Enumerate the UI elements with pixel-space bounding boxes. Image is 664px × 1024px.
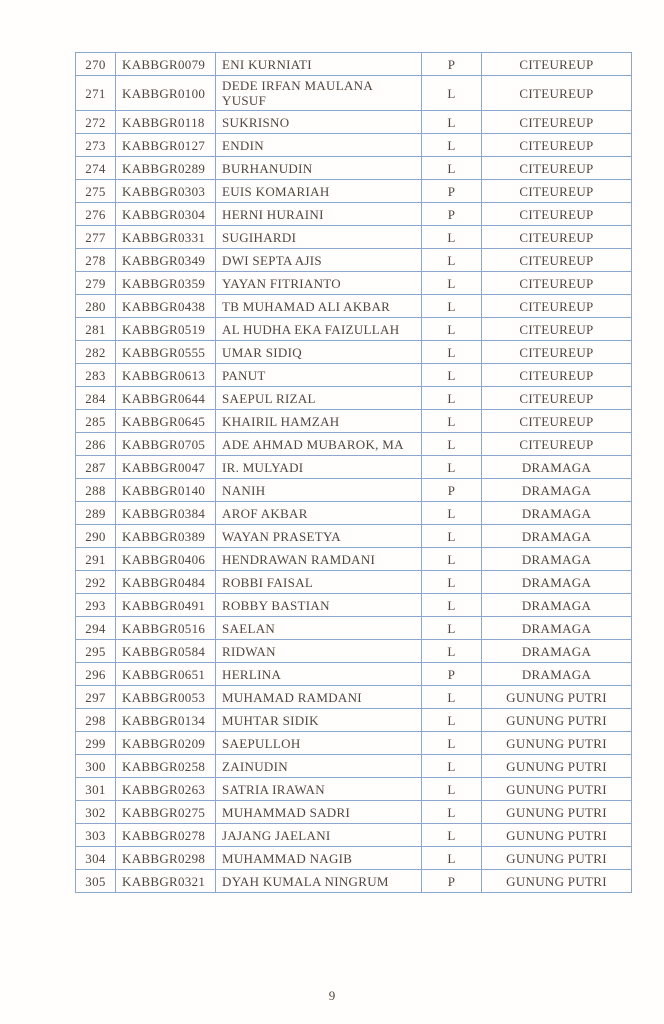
cell-code: KABBGR0438 (116, 295, 216, 318)
cell-no: 286 (76, 433, 116, 456)
cell-code: KABBGR0053 (116, 686, 216, 709)
cell-name: WAYAN PRASETYA (216, 525, 422, 548)
cell-code: KABBGR0406 (116, 548, 216, 571)
cell-location: DRAMAGA (482, 525, 632, 548)
cell-name: SAELAN (216, 617, 422, 640)
table-row (76, 157, 632, 180)
cell-gender: L (422, 847, 482, 870)
cell-code: KABBGR0349 (116, 249, 216, 272)
cell-gender: L (422, 157, 482, 180)
cell-code: KABBGR0127 (116, 134, 216, 157)
cell-name: TB MUHAMAD ALI AKBAR (216, 295, 422, 318)
cell-code: KABBGR0298 (116, 847, 216, 870)
cell-gender: L (422, 801, 482, 824)
cell-name: EUIS KOMARIAH (216, 180, 422, 203)
cell-code: KABBGR0484 (116, 571, 216, 594)
member-table (75, 52, 632, 893)
page-number: 9 (328, 988, 336, 1003)
cell-location: GUNUNG PUTRI (482, 709, 632, 732)
cell-name: SUKRISNO (216, 111, 422, 134)
cell-gender: L (422, 387, 482, 410)
cell-code: KABBGR0584 (116, 640, 216, 663)
cell-gender: L (422, 732, 482, 755)
cell-gender: L (422, 778, 482, 801)
cell-no: 277 (76, 226, 116, 249)
cell-location: DRAMAGA (482, 456, 632, 479)
table-row (76, 732, 632, 755)
cell-code: KABBGR0047 (116, 456, 216, 479)
cell-no: 293 (76, 594, 116, 617)
cell-name: DEDE IRFAN MAULANA YUSUF (216, 76, 422, 111)
cell-location: DRAMAGA (482, 502, 632, 525)
cell-gender: L (422, 433, 482, 456)
cell-code: KABBGR0705 (116, 433, 216, 456)
cell-name: ADE AHMAD MUBAROK, MA (216, 433, 422, 456)
cell-location: GUNUNG PUTRI (482, 686, 632, 709)
cell-name: MUHAMAD RAMDANI (216, 686, 422, 709)
cell-name: NANIH (216, 479, 422, 502)
cell-code: KABBGR0331 (116, 226, 216, 249)
cell-gender: L (422, 755, 482, 778)
cell-location: CITEUREUP (482, 341, 632, 364)
cell-location: GUNUNG PUTRI (482, 847, 632, 870)
cell-name: MUHAMMAD SADRI (216, 801, 422, 824)
cell-gender: P (422, 663, 482, 686)
cell-gender: P (422, 203, 482, 226)
cell-gender: L (422, 295, 482, 318)
cell-location: DRAMAGA (482, 571, 632, 594)
cell-no: 302 (76, 801, 116, 824)
cell-gender: L (422, 249, 482, 272)
cell-location: CITEUREUP (482, 433, 632, 456)
cell-code: KABBGR0651 (116, 663, 216, 686)
cell-no: 280 (76, 295, 116, 318)
cell-no: 276 (76, 203, 116, 226)
cell-no: 295 (76, 640, 116, 663)
cell-code: KABBGR0258 (116, 755, 216, 778)
cell-location: DRAMAGA (482, 548, 632, 571)
table-row (76, 272, 632, 295)
cell-no: 300 (76, 755, 116, 778)
cell-name: DYAH KUMALA NINGRUM (216, 870, 422, 893)
cell-gender: L (422, 272, 482, 295)
cell-no: 299 (76, 732, 116, 755)
cell-no: 274 (76, 157, 116, 180)
table-row (76, 249, 632, 272)
cell-location: DRAMAGA (482, 663, 632, 686)
cell-no: 273 (76, 134, 116, 157)
cell-no: 281 (76, 318, 116, 341)
cell-code: KABBGR0516 (116, 617, 216, 640)
cell-location: CITEUREUP (482, 134, 632, 157)
cell-no: 271 (76, 76, 116, 111)
cell-name: SUGIHARDI (216, 226, 422, 249)
cell-code: KABBGR0321 (116, 870, 216, 893)
table-row (76, 111, 632, 134)
table-row (76, 226, 632, 249)
cell-gender: L (422, 709, 482, 732)
cell-name: HERLINA (216, 663, 422, 686)
cell-code: KABBGR0140 (116, 479, 216, 502)
cell-gender: L (422, 525, 482, 548)
cell-code: KABBGR0304 (116, 203, 216, 226)
cell-location: GUNUNG PUTRI (482, 801, 632, 824)
cell-code: KABBGR0644 (116, 387, 216, 410)
cell-name: MUHTAR SIDIK (216, 709, 422, 732)
table-row (76, 180, 632, 203)
table-row (76, 571, 632, 594)
cell-name: HENDRAWAN RAMDANI (216, 548, 422, 571)
cell-name: ZAINUDIN (216, 755, 422, 778)
cell-gender: L (422, 410, 482, 433)
cell-gender: P (422, 180, 482, 203)
cell-location: CITEUREUP (482, 226, 632, 249)
cell-code: KABBGR0278 (116, 824, 216, 847)
cell-no: 294 (76, 617, 116, 640)
cell-name: SAEPUL RIZAL (216, 387, 422, 410)
cell-location: CITEUREUP (482, 203, 632, 226)
cell-no: 282 (76, 341, 116, 364)
cell-name: PANUT (216, 364, 422, 387)
cell-no: 292 (76, 571, 116, 594)
cell-location: CITEUREUP (482, 272, 632, 295)
cell-code: KABBGR0519 (116, 318, 216, 341)
cell-location: DRAMAGA (482, 594, 632, 617)
cell-no: 301 (76, 778, 116, 801)
cell-no: 270 (76, 53, 116, 76)
table-row (76, 548, 632, 571)
cell-code: KABBGR0384 (116, 502, 216, 525)
cell-location: CITEUREUP (482, 180, 632, 203)
cell-gender: L (422, 686, 482, 709)
cell-name: YAYAN FITRIANTO (216, 272, 422, 295)
cell-gender: L (422, 111, 482, 134)
cell-code: KABBGR0263 (116, 778, 216, 801)
cell-location: CITEUREUP (482, 295, 632, 318)
cell-name: JAJANG JAELANI (216, 824, 422, 847)
cell-no: 298 (76, 709, 116, 732)
cell-code: KABBGR0389 (116, 525, 216, 548)
table-row (76, 663, 632, 686)
table-row (76, 479, 632, 502)
cell-gender: L (422, 640, 482, 663)
cell-code: KABBGR0100 (116, 76, 216, 111)
cell-no: 278 (76, 249, 116, 272)
cell-name: ROBBY BASTIAN (216, 594, 422, 617)
cell-code: KABBGR0118 (116, 111, 216, 134)
cell-location: GUNUNG PUTRI (482, 870, 632, 893)
table-row (76, 433, 632, 456)
cell-gender: L (422, 594, 482, 617)
cell-location: CITEUREUP (482, 76, 632, 111)
cell-name: DWI SEPTA AJIS (216, 249, 422, 272)
table-row (76, 76, 632, 111)
cell-no: 272 (76, 111, 116, 134)
cell-gender: P (422, 479, 482, 502)
cell-name: AROF AKBAR (216, 502, 422, 525)
table-row (76, 318, 632, 341)
table-row (76, 53, 632, 76)
table-row (76, 847, 632, 870)
cell-location: CITEUREUP (482, 318, 632, 341)
table-row (76, 594, 632, 617)
cell-code: KABBGR0289 (116, 157, 216, 180)
cell-code: KABBGR0613 (116, 364, 216, 387)
cell-no: 304 (76, 847, 116, 870)
table-row (76, 778, 632, 801)
cell-name: ENDIN (216, 134, 422, 157)
cell-no: 284 (76, 387, 116, 410)
cell-no: 288 (76, 479, 116, 502)
cell-gender: L (422, 134, 482, 157)
cell-location: CITEUREUP (482, 410, 632, 433)
table-row (76, 755, 632, 778)
cell-name: RIDWAN (216, 640, 422, 663)
cell-gender: L (422, 341, 482, 364)
cell-location: GUNUNG PUTRI (482, 732, 632, 755)
cell-no: 287 (76, 456, 116, 479)
table-row (76, 387, 632, 410)
cell-no: 296 (76, 663, 116, 686)
cell-name: SATRIA IRAWAN (216, 778, 422, 801)
table-row (76, 341, 632, 364)
cell-no: 285 (76, 410, 116, 433)
table-row (76, 502, 632, 525)
cell-name: UMAR SIDIQ (216, 341, 422, 364)
cell-no: 291 (76, 548, 116, 571)
cell-no: 279 (76, 272, 116, 295)
cell-code: KABBGR0134 (116, 709, 216, 732)
table-row (76, 203, 632, 226)
cell-name: ROBBI FAISAL (216, 571, 422, 594)
table-row (76, 686, 632, 709)
cell-no: 303 (76, 824, 116, 847)
cell-code: KABBGR0275 (116, 801, 216, 824)
cell-name: BURHANUDIN (216, 157, 422, 180)
table-row (76, 134, 632, 157)
cell-name: HERNI HURAINI (216, 203, 422, 226)
cell-gender: L (422, 76, 482, 111)
cell-no: 290 (76, 525, 116, 548)
cell-gender: L (422, 571, 482, 594)
member-table-body (76, 53, 632, 893)
cell-name: ENI KURNIATI (216, 53, 422, 76)
cell-location: CITEUREUP (482, 111, 632, 134)
cell-gender: L (422, 226, 482, 249)
cell-code: KABBGR0645 (116, 410, 216, 433)
cell-no: 275 (76, 180, 116, 203)
cell-code: KABBGR0491 (116, 594, 216, 617)
table-row (76, 410, 632, 433)
cell-name: SAEPULLOH (216, 732, 422, 755)
cell-location: GUNUNG PUTRI (482, 778, 632, 801)
table-row (76, 801, 632, 824)
table-row (76, 824, 632, 847)
cell-location: CITEUREUP (482, 387, 632, 410)
table-row (76, 456, 632, 479)
cell-location: DRAMAGA (482, 640, 632, 663)
cell-no: 289 (76, 502, 116, 525)
cell-gender: L (422, 502, 482, 525)
cell-name: AL HUDHA EKA FAIZULLAH (216, 318, 422, 341)
cell-code: KABBGR0209 (116, 732, 216, 755)
cell-location: DRAMAGA (482, 479, 632, 502)
cell-gender: L (422, 318, 482, 341)
cell-name: IR. MULYADI (216, 456, 422, 479)
cell-name: KHAIRIL HAMZAH (216, 410, 422, 433)
cell-name: MUHAMMAD NAGIB (216, 847, 422, 870)
cell-gender: L (422, 364, 482, 387)
cell-gender: L (422, 456, 482, 479)
cell-code: KABBGR0359 (116, 272, 216, 295)
cell-no: 283 (76, 364, 116, 387)
table-row (76, 617, 632, 640)
cell-no: 297 (76, 686, 116, 709)
cell-location: CITEUREUP (482, 157, 632, 180)
cell-location: CITEUREUP (482, 364, 632, 387)
cell-gender: P (422, 870, 482, 893)
cell-location: CITEUREUP (482, 53, 632, 76)
table-row (76, 295, 632, 318)
cell-code: KABBGR0555 (116, 341, 216, 364)
cell-gender: L (422, 548, 482, 571)
cell-gender: P (422, 53, 482, 76)
table-row (76, 525, 632, 548)
cell-code: KABBGR0303 (116, 180, 216, 203)
table-row (76, 640, 632, 663)
cell-location: GUNUNG PUTRI (482, 755, 632, 778)
table-row (76, 870, 632, 893)
cell-gender: L (422, 617, 482, 640)
table-row (76, 364, 632, 387)
cell-code: KABBGR0079 (116, 53, 216, 76)
cell-location: CITEUREUP (482, 249, 632, 272)
cell-location: DRAMAGA (482, 617, 632, 640)
cell-gender: L (422, 824, 482, 847)
cell-no: 305 (76, 870, 116, 893)
cell-location: GUNUNG PUTRI (482, 824, 632, 847)
table-row (76, 709, 632, 732)
